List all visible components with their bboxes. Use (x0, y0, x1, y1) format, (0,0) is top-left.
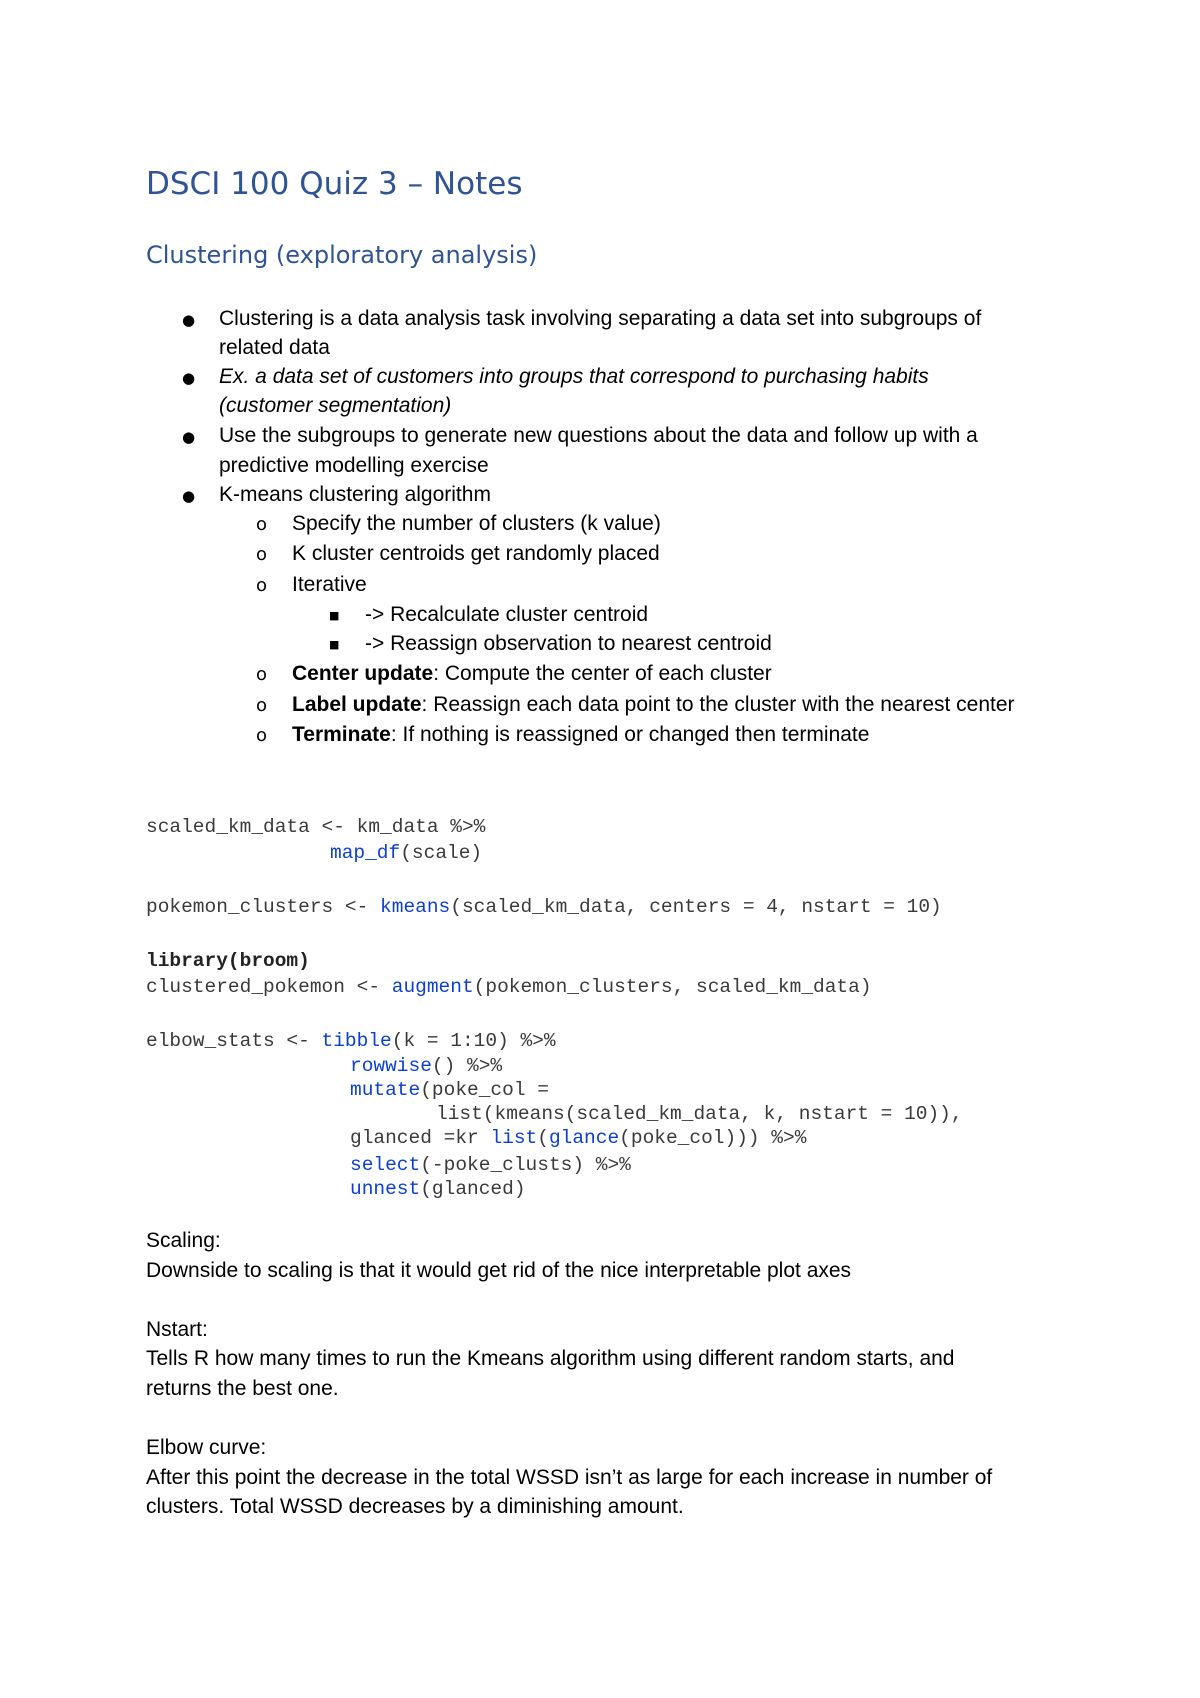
bullet-icon: ● (182, 428, 196, 446)
code-line: clustered_pokemon <- augment(pokemon_clusters, scaled_km_data) (146, 976, 872, 998)
note-heading: Scaling: (146, 1229, 221, 1252)
code-line: pokemon_clusters <- kmeans(scaled_km_data, centers = 4, nstart = 10) (146, 896, 942, 918)
code-line: library(broom) (146, 950, 310, 972)
circle-bullet-icon: o (256, 514, 268, 535)
bullet-text: predictive modelling exercise (219, 454, 489, 477)
definition-line (292, 691, 1015, 719)
term: Label update (292, 693, 422, 716)
square-bullet-icon: ■ (329, 609, 340, 622)
note-text: returns the best one. (146, 1377, 339, 1400)
circle-bullet-icon: o (256, 695, 268, 716)
bullet-text: related data (219, 336, 330, 359)
code-function: rowwise (350, 1055, 432, 1077)
term: Center update (292, 662, 434, 685)
code-function: map_df (330, 842, 401, 864)
square-bullet-icon: ■ (329, 638, 340, 651)
code-function: mutate (350, 1079, 421, 1101)
sub-bullet-text: Iterative (292, 573, 367, 596)
code-line: unnest(glanced) (350, 1178, 526, 1200)
code-line: map_df(scale) (330, 842, 483, 864)
bullet-icon: ● (182, 311, 196, 329)
page-title: DSCI 100 Quiz 3 – Notes (146, 166, 523, 202)
code-function: kmeans (380, 896, 451, 918)
bullet-icon: ● (182, 487, 196, 505)
code-line: scaled_km_data <- km_data %>% (146, 816, 486, 838)
code-function: augment (391, 976, 474, 998)
term-description: : Compute the center of each cluster (433, 662, 772, 685)
sub-sub-bullet-text: -> Reassign observation to nearest centroid (365, 632, 772, 655)
term: Terminate (292, 723, 391, 746)
circle-bullet-icon: o (256, 664, 268, 685)
code-function: select (350, 1154, 421, 1176)
sub-bullet-text: K cluster centroids get randomly placed (292, 542, 660, 565)
bullet-text: Clustering is a data analysis task involving separating a data set into subgroups of (219, 307, 982, 330)
sub-bullet-text: Specify the number of clusters (k value) (292, 512, 661, 535)
term-description: : If nothing is reassigned or changed then terminate (390, 723, 870, 746)
note-text: Downside to scaling is that it would get rid of the nice interpretable plot axes (146, 1259, 852, 1282)
definition-line (292, 721, 869, 749)
code-line: elbow_stats <- tibble(k = 1:10) %>% (146, 1030, 556, 1052)
bullet-text: K-means clustering algorithm (219, 483, 491, 506)
code-line: mutate(poke_col = (350, 1079, 549, 1101)
definition-line (292, 660, 772, 688)
code-line: list(kmeans(scaled_km_data, k, nstart = 10)), (436, 1103, 963, 1125)
note-text: clusters. Total WSSD decreases by a diminishing amount. (146, 1495, 684, 1518)
term-description: : Reassign each data point to the cluster with the nearest center (421, 693, 1015, 716)
section-heading: Clustering (exploratory analysis) (146, 241, 538, 269)
code-line: select(-poke_clusts) %>% (350, 1154, 631, 1176)
code-function: glance (548, 1127, 620, 1149)
bullet-text: Ex. a data set of customers into groups that correspond to purchasing habits (219, 365, 929, 388)
code-line: rowwise() %>% (350, 1055, 503, 1077)
circle-bullet-icon: o (256, 544, 268, 565)
sub-sub-bullet-text: -> Recalculate cluster centroid (365, 603, 649, 626)
bullet-icon: ● (182, 369, 196, 387)
circle-bullet-icon: o (256, 575, 268, 596)
bullet-text: (customer segmentation) (219, 394, 452, 417)
note-text: Tells R how many times to run the Kmeans algorithm using different random starts, and (146, 1347, 955, 1370)
code-function: tibble (321, 1030, 392, 1052)
note-text: After this point the decrease in the total WSSD isn’t as large for each increase in number of (146, 1466, 993, 1489)
note-heading: Nstart: (146, 1318, 208, 1341)
code-function: unnest (350, 1178, 421, 1200)
circle-bullet-icon: o (256, 725, 268, 746)
code-line: glanced =kr list(glance(poke_col))) %>% (350, 1127, 807, 1149)
code-function: list (490, 1127, 538, 1149)
note-heading: Elbow curve: (146, 1436, 267, 1459)
bullet-text: Use the subgroups to generate new questions about the data and follow up with a (219, 424, 978, 447)
